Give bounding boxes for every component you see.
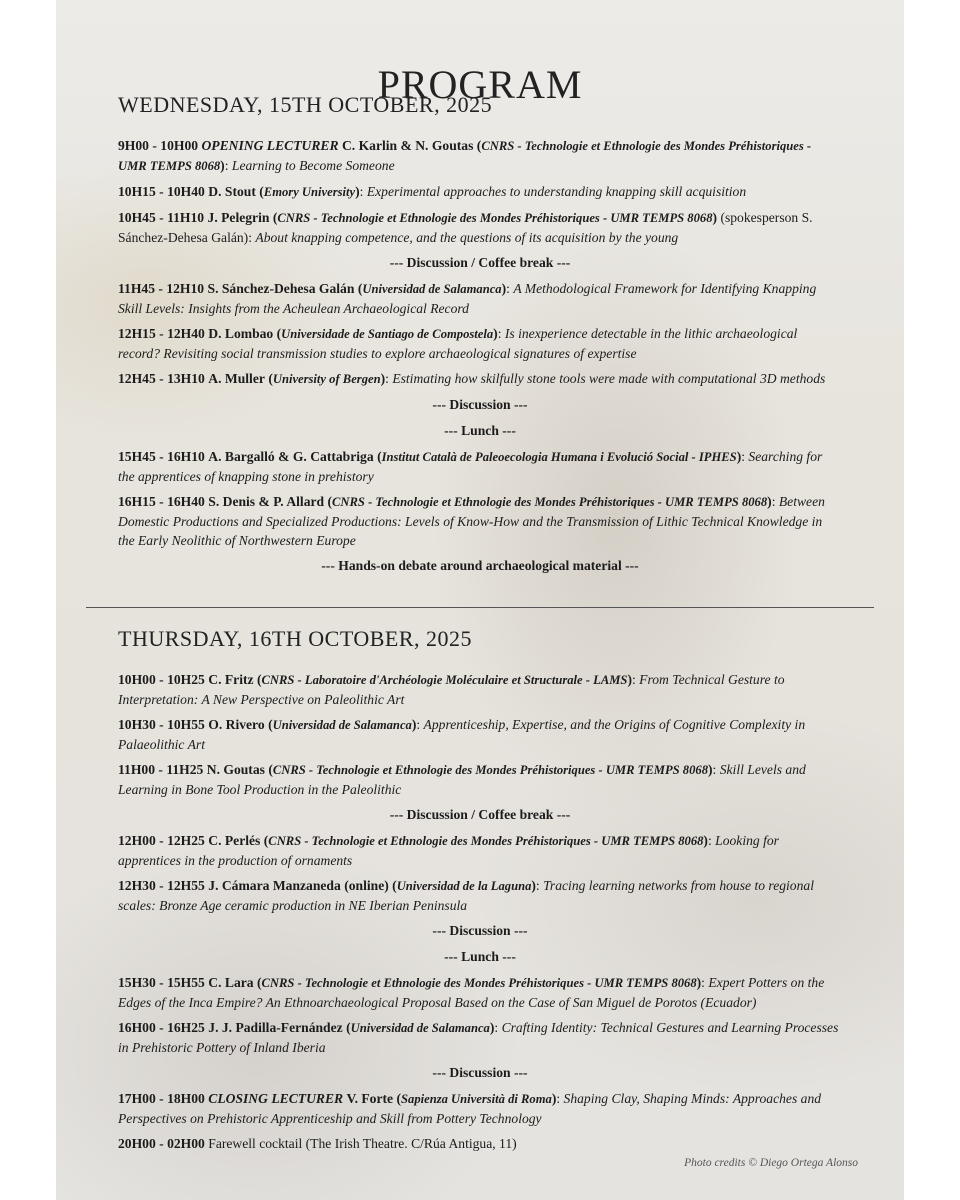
session-time: 12H00 - 12H25 <box>118 833 205 848</box>
session-time: 17H00 - 18H00 <box>118 1091 205 1106</box>
schedule-entry <box>118 1134 842 1153</box>
page-title: PROGRAM <box>377 61 583 107</box>
schedule-entry: 12H15 - 12H40 D. Lombao (Universidade de Santiago de Compostela): Is inexperience detectable in the lithic archaeological record? Revisiting social transmission studies to explore archaeological signatures of expertise <box>118 326 798 361</box>
institution: CNRS - Technologie et Ethnologie des Mondes Préhistoriques - UMR TEMPS 8068 <box>272 763 708 777</box>
schedule-entry: 9H00 - 10H00 OPENING LECTURER C. Karlin & N. Goutas (CNRS - Technologie et Ethnologie des Mondes Préhistoriques - UMR TEMPS 8068): Learning to Become Someone <box>118 138 812 173</box>
schedule-list <box>118 136 842 575</box>
institution: Emory University <box>263 185 356 199</box>
break-line: --- Lunch --- <box>444 949 516 964</box>
session-time: 10H15 - 10H40 <box>118 184 205 199</box>
session-time: 10H00 - 10H25 <box>118 672 205 687</box>
session-time: 11H45 - 12H10 <box>118 281 205 296</box>
break-line: --- Hands-on debate around archaeological material --- <box>321 558 639 573</box>
session-time: 11H00 - 11H25 <box>118 762 204 777</box>
talk-title: Skill Levels and Learning in Bone Tool Production in the Paleolithic <box>118 762 806 797</box>
photo-credits: Photo credits © Diego Ortega Alonso <box>684 1157 858 1169</box>
institution: CNRS - Technologie et Ethnologie des Mondes Préhistoriques - UMR TEMPS 8068 <box>261 976 697 990</box>
break-line: --- Lunch --- <box>444 423 516 438</box>
break-line: --- Discussion --- <box>432 1065 528 1080</box>
institution: University of Bergen <box>272 372 381 386</box>
schedule-entry: 15H30 - 15H55 C. Lara (CNRS - Technologie et Ethnologie des Mondes Préhistoriques - UMR TEMPS 8068): Expert Potters on the Edges of the Inca Empire? An Ethnoarchaeological Proposal Based on the Case of San Miguel de Porotos (Ecuador) <box>118 975 825 1010</box>
schedule-entry: 12H45 - 13H10 A. Muller (University of Bergen): Estimating how skilfully stone tools were made with computational 3D methods <box>118 371 826 386</box>
institution: Institut Català de Paleoecologia Humana i Evolució Social - IPHES <box>381 450 737 464</box>
talk-title: Crafting Identity: Technical Gestures and Learning Processes in Prehistoric Pottery of Inland Iberia <box>118 1020 839 1055</box>
schedule-entry: 10H30 - 10H55 O. Rivero (Universidad de Salamanca): Apprenticeship, Expertise, and the Origins of Cognitive Complexity in Palaeolithic Art <box>118 717 806 752</box>
speaker-name: J. Pelegrin <box>207 210 270 225</box>
schedule-entry: 10H15 - 10H40 D. Stout (Emory University): Experimental approaches to understanding knapping skill acquisition <box>118 184 747 199</box>
talk-title: Is inexperience detectable in the lithic archaeological record? Revisiting social transmission studies to explore archaeological signatures of expertise <box>118 326 798 361</box>
break-line: --- Discussion --- <box>432 397 528 412</box>
talk-title: Experimental approaches to understanding knapping skill acquisition <box>366 184 747 199</box>
session-time: 12H45 - 13H10 <box>118 371 205 386</box>
speaker-name: S. Denis & P. Allard <box>208 494 325 509</box>
speaker-name: V. Forte <box>346 1091 394 1106</box>
session-time: 20H00 - 02H00 <box>118 1136 205 1151</box>
speaker-note: (spokesperson S. Sánchez-Dehesa Galán) <box>118 210 813 245</box>
break-line: --- Discussion --- <box>432 923 528 938</box>
speaker-name: C. Karlin & N. Goutas <box>341 138 474 153</box>
schedule-entry: 17H00 - 18H00 CLOSING LECTURER V. Forte (Sapienza Università di Roma): Shaping Clay, Shaping Minds: Approaches and Perspectives on Prehistoric Apprenticeship and Skill from Pottery Technology <box>118 1091 822 1126</box>
schedule-entry: 11H45 - 12H10 S. Sánchez-Dehesa Galán (Universidad de Salamanca): A Methodological Framework for Identifying Knapping Skill Levels: Insights from the Acheulean Archaeological Record <box>118 281 817 316</box>
institution: Universidad de Salamanca <box>350 1021 490 1035</box>
speaker-name: O. Rivero <box>208 717 265 732</box>
day-thursday <box>56 626 904 1159</box>
talk-title: Apprenticeship, Expertise, and the Origins of Cognitive Complexity in Palaeolithic Art <box>118 717 806 752</box>
schedule-entry: 16H15 - 16H40 S. Denis & P. Allard (CNRS - Technologie et Ethnologie des Mondes Préhistoriques - UMR TEMPS 8068): Between Domestic Productions and Specialized Productions: Levels of Know-How and the Transmission of Lithic Technical Knowledge in the Early Neolithic of Northwestern Europe <box>118 494 825 548</box>
talk-title: Estimating how skilfully stone tools were made with computational 3D methods <box>392 371 826 386</box>
session-time: 12H30 - 12H55 <box>118 878 205 893</box>
talk-title: From Technical Gesture to Interpretation: A New Perspective on Paleolithic Art <box>118 672 785 707</box>
institution: Universidad de la Laguna <box>396 879 532 893</box>
break-line: --- Discussion / Coffee break --- <box>389 255 571 270</box>
speaker-name: C. Perlés <box>208 833 261 848</box>
day-wednesday <box>56 92 904 582</box>
schedule-entry: 12H30 - 12H55 J. Cámara Manzaneda (online) (Universidad de la Laguna): Tracing learning networks from house to regional scales: Bronze Age ceramic production in NE Iberian Peninsula <box>118 878 814 913</box>
talk-title: Expert Potters on the Edges of the Inca Empire? An Ethnoarchaeological Proposal Based on the Case of San Miguel de Porotos (Ecuador) <box>118 975 825 1010</box>
schedule-entry: 15H45 - 16H10 A. Bargalló & G. Cattabriga (Institut Català de Paleoecologia Humana i Evolució Social - IPHES): Searching for the apprentices of knapping stone in prehistory <box>118 449 823 484</box>
speaker-name: J. J. Padilla-Fernández <box>208 1020 343 1035</box>
talk-title: Between Domestic Productions and Specialized Productions: Levels of Know-How and the Transmission of Lithic Technical Knowledge in the Early Neolithic of Northwestern Europe <box>118 494 825 548</box>
break-line: --- Discussion / Coffee break --- <box>389 807 571 822</box>
schedule-entry: 11H00 - 11H25 N. Goutas (CNRS - Technologie et Ethnologie des Mondes Préhistoriques - UMR TEMPS 8068): Skill Levels and Learning in Bone Tool Production in the Paleolithic <box>118 762 806 797</box>
speaker-name: C. Lara <box>208 975 254 990</box>
day-heading: THURSDAY, 16TH OCTOBER, 2025 <box>118 626 473 651</box>
talk-title: About knapping competence, and the questions of its acquisition by the young <box>255 230 679 245</box>
institution: CNRS - Technologie et Ethnologie des Mondes Préhistoriques - UMR TEMPS 8068 <box>277 211 713 225</box>
institution: Sapienza Università di Roma <box>401 1092 552 1106</box>
schedule-entry: 10H00 - 10H25 C. Fritz (CNRS - Laboratoire d'Archéologie Moléculaire et Structurale - LAMS): From Technical Gesture to Interpretation: A New Perspective on Paleolithic Art <box>118 672 785 707</box>
day-heading: WEDNESDAY, 15TH OCTOBER, 2025 <box>118 92 493 117</box>
speaker-name: S. Sánchez-Dehesa Galán <box>207 281 355 296</box>
institution: CNRS - Laboratoire d'Archéologie Moléculaire et Structurale - LAMS <box>261 673 628 687</box>
talk-title: Searching for the apprentices of knapping stone in prehistory <box>118 449 823 484</box>
institution: Universidad de Salamanca <box>272 718 412 732</box>
talk-title: Tracing learning networks from house to regional scales: Bronze Age ceramic production in NE Iberian Peninsula <box>118 878 814 913</box>
session-time: 10H45 - 11H10 <box>118 210 205 225</box>
institution: CNRS - Technologie et Ethnologie des Mondes Préhistoriques - UMR TEMPS 8068 <box>332 495 768 509</box>
talk-title: Learning to Become Someone <box>231 158 395 173</box>
speaker-name: J. Cámara Manzaneda (online) <box>208 878 389 893</box>
speaker-name: A. Bargalló & G. Cattabriga <box>208 449 374 464</box>
schedule-entry: 12H00 - 12H25 C. Perlés (CNRS - Technologie et Ethnologie des Mondes Préhistoriques - UMR TEMPS 8068): Looking for apprentices in the production of ornaments <box>118 833 779 868</box>
session-role: CLOSING LECTURER <box>208 1091 344 1106</box>
event-description: Farewell cocktail (The Irish Theatre. C/Rúa Antigua, 11) <box>208 1136 517 1151</box>
schedule-entry: 10H45 - 11H10 J. Pelegrin (CNRS - Technologie et Ethnologie des Mondes Préhistoriques - UMR TEMPS 8068) (spokesperson S. Sánchez-Dehesa Galán): About knapping competence, and the questions of its acquisition by the young <box>118 210 813 245</box>
day-separator <box>86 607 874 608</box>
session-time: 10H30 - 10H55 <box>118 717 205 732</box>
talk-title: Looking for apprentices in the production of ornaments <box>118 833 779 868</box>
institution: CNRS - Technologie et Ethnologie des Mondes Préhistoriques - UMR TEMPS 8068 <box>118 139 812 173</box>
speaker-name: C. Fritz <box>208 672 254 687</box>
speaker-name: D. Stout <box>208 184 256 199</box>
talk-title: A Methodological Framework for Identifying Knapping Skill Levels: Insights from the Acheulean Archaeological Record <box>118 281 817 316</box>
schedule-entry: 16H00 - 16H25 J. J. Padilla-Fernández (Universidad de Salamanca): Crafting Identity: Technical Gestures and Learning Processes in Prehistoric Pottery of Inland Iberia <box>118 1020 839 1055</box>
session-time: 16H00 - 16H25 <box>118 1020 205 1035</box>
institution: Universidad de Salamanca <box>362 282 502 296</box>
schedule-list <box>118 670 842 1153</box>
talk-title: Shaping Clay, Shaping Minds: Approaches and Perspectives on Prehistoric Apprenticeship and Skill from Pottery Technology <box>118 1091 822 1126</box>
speaker-name: A. Muller <box>208 371 265 386</box>
session-time: 9H00 - 10H00 <box>118 138 199 153</box>
institution: CNRS - Technologie et Ethnologie des Mondes Préhistoriques - UMR TEMPS 8068 <box>268 834 704 848</box>
institution: Universidade de Santiago de Compostela <box>281 327 494 341</box>
session-time: 16H15 - 16H40 <box>118 494 205 509</box>
session-role: OPENING LECTURER <box>201 138 339 153</box>
speaker-name: D. Lombao <box>208 326 274 341</box>
session-time: 15H30 - 15H55 <box>118 975 205 990</box>
speaker-name: N. Goutas <box>206 762 265 777</box>
program-page <box>56 0 904 1200</box>
session-time: 12H15 - 12H40 <box>118 326 205 341</box>
session-time: 15H45 - 16H10 <box>118 449 205 464</box>
